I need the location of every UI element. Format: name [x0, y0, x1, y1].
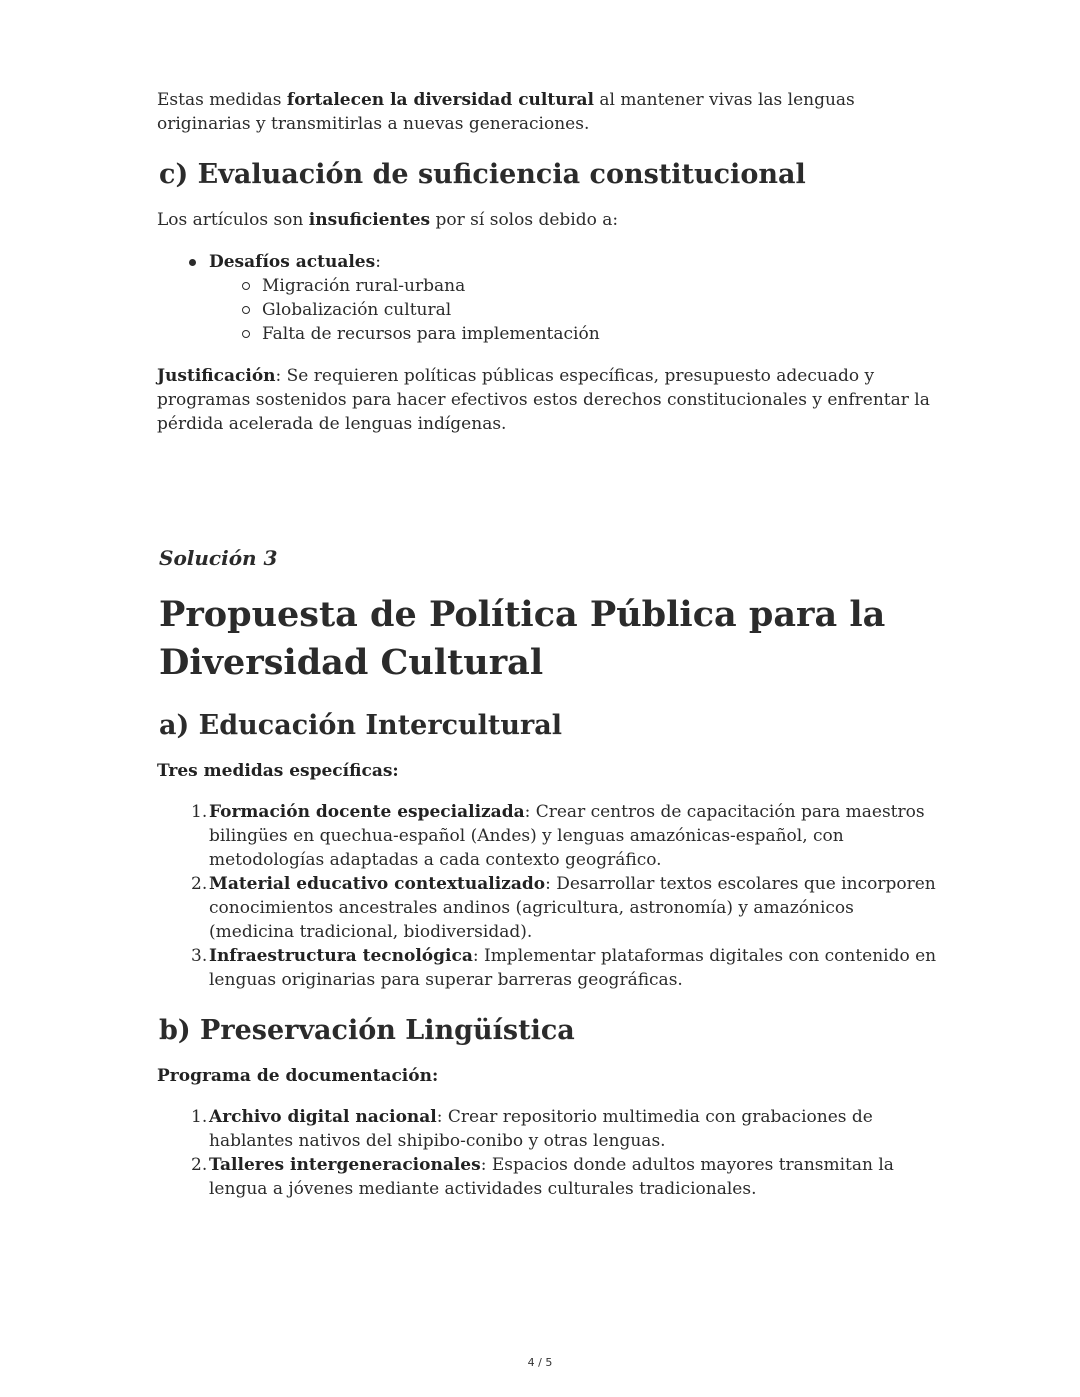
list-item: 2. Material educativo contextualizado: Desarrollar textos escolares que incorporen conocimientos ancestrales andinos (agricultura, astronomía) y amazónicos (medicina tradicional, biodiversidad).	[191, 874, 936, 942]
intro-paragraph: Estas medidas fortalecen la diversidad cultural al mantener vivas las lenguas originarias y transmitirlas a nuevas generaciones.	[157, 90, 855, 134]
justification-paragraph: Justificación: Se requieren políticas públicas específicas, presupuesto adecuado y programas sostenidos para hacer efectivos estos derechos constitucionales y enfrentar la pérdida acelerada de lenguas indígenas.	[157, 366, 930, 434]
list-item: 3. Infraestructura tecnológica: Implementar plataformas digitales con contenido en lenguas originarias para superar barreras geográficas.	[191, 946, 937, 990]
solution-label: Solución 3	[159, 546, 278, 570]
page-title: Propuesta de Política Pública para la Diversidad Cultural	[159, 594, 886, 683]
section-b-list	[157, 1105, 937, 1201]
section-c-heading: c) Evaluación de suficiencia constitucional	[159, 159, 806, 190]
list-item: 1. Formación docente especializada: Crear centros de capacitación para maestros bilingües en quechua-español (Andes) y lenguas amazónicas-español, con metodologías adaptadas a cada contexto geográfico.	[191, 802, 925, 870]
section-a-heading: a) Educación Intercultural	[159, 710, 562, 741]
challenges-sublist	[209, 274, 937, 346]
section-c-intro: Los artículos son insuficientes por sí solos debido a:	[157, 210, 619, 230]
section-b-lead: Programa de documentación:	[157, 1066, 439, 1086]
section-a-list	[157, 800, 937, 992]
section-b-heading: b) Preservación Lingüística	[159, 1015, 575, 1046]
list-item: Globalización cultural	[242, 298, 937, 322]
list-item: Desafíos actuales: Migración rural-urbana Globalización cultural Falta de recursos para implementación	[189, 250, 937, 346]
page-number: 4 / 5	[527, 1356, 553, 1369]
section-a-lead: Tres medidas específicas:	[157, 761, 399, 781]
page-content	[157, 88, 937, 1201]
list-item: Migración rural-urbana	[242, 274, 937, 298]
challenges-list	[157, 250, 937, 346]
list-item: 2. Talleres intergeneracionales: Espacios donde adultos mayores transmitan la lengua a jóvenes mediante actividades culturales tradicionales.	[191, 1155, 894, 1199]
list-item: Falta de recursos para implementación	[242, 322, 937, 346]
list-item: 1. Archivo digital nacional: Crear repositorio multimedia con grabaciones de hablantes nativos del shipibo-conibo y otras lenguas.	[191, 1107, 873, 1151]
